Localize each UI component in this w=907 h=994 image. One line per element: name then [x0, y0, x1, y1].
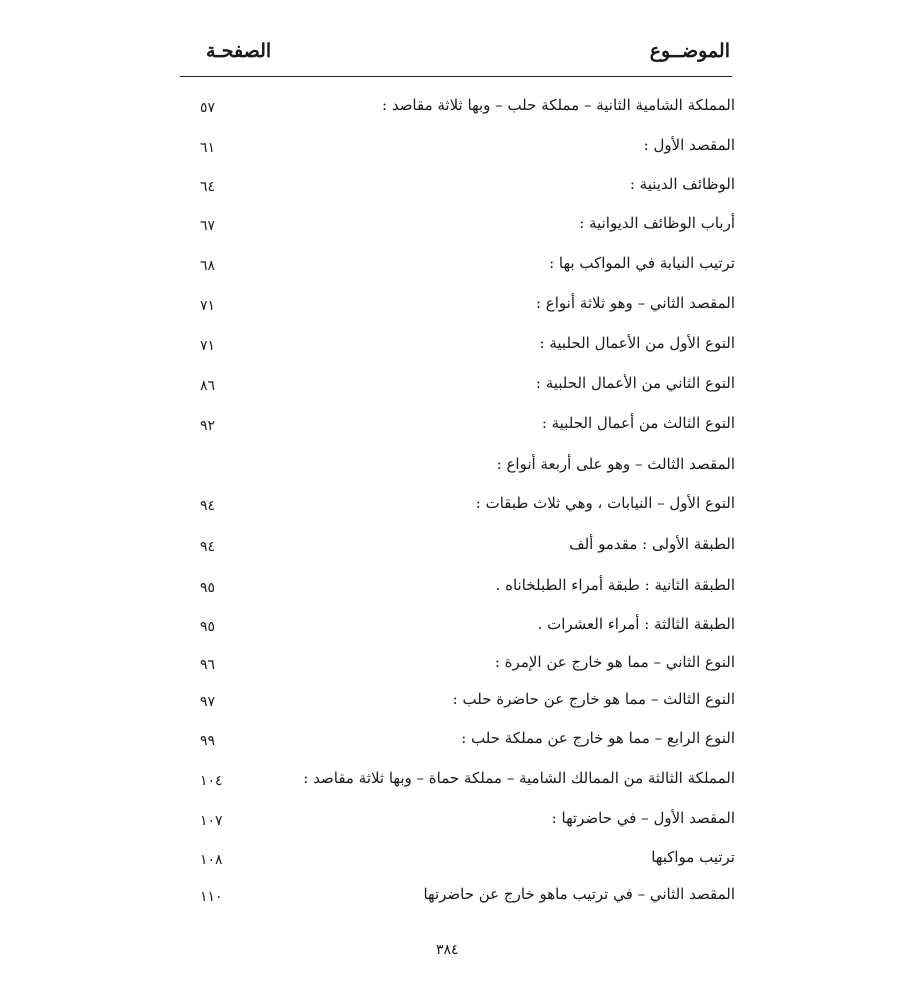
header-divider — [180, 76, 732, 77]
entry-title: النوع الثالث من أعمال الحلبية : — [541, 414, 735, 432]
entry-title: المملكة الثالثة من الممالك الشامية – مملكة حماة – وبها ثلاثة مقاصد : — [303, 769, 735, 787]
entry-page-number: ٩٤ — [200, 539, 216, 555]
list-item — [180, 328, 735, 364]
entry-title: المملكة الشامية الثانية – مملكة حلب – وبها ثلاثة مقاصد : — [382, 96, 735, 114]
entry-page-number: ٩٧ — [200, 694, 216, 710]
list-item — [180, 368, 735, 404]
list-item — [180, 169, 735, 205]
list-item — [180, 90, 735, 126]
list-item — [180, 288, 735, 324]
entry-title: النوع الثالث – مما هو خارج عن حاضرة حلب : — [452, 690, 735, 708]
list-item — [180, 803, 735, 839]
entry-title: المقصد الثاني – وهو ثلاثة أنواع : — [535, 294, 735, 312]
entry-title: المقصد الثالث – وهو على أربعة أنواع : — [496, 455, 735, 473]
entry-page-number: ١٠٨ — [200, 852, 223, 868]
entry-title: ترتيب النيابة في المواكب بها : — [549, 254, 735, 272]
subject-column-heading: الموضــوع — [649, 40, 730, 62]
table-header — [180, 40, 730, 76]
entry-page-number: ٦٧ — [200, 218, 216, 234]
list-item — [180, 684, 735, 720]
entry-title: الطبقة الثالثة : أمراء العشرات . — [537, 615, 735, 633]
entry-title: النوع الثاني من الأعمال الحلبية : — [535, 374, 735, 392]
entry-page-number: ١١٠ — [200, 889, 223, 905]
list-item — [180, 130, 735, 166]
list-item — [180, 879, 735, 915]
page-column-heading: الصفحـة — [206, 40, 272, 62]
entry-title: المقصد الثاني – في ترتيب ماهو خارج عن حاضرتها — [423, 885, 735, 903]
entry-title: ترتيب مواكبها — [651, 848, 735, 866]
list-item — [180, 488, 735, 524]
entry-title: الطبقة الثانية : طبقة أمراء الطبلخاناه . — [495, 576, 735, 594]
entry-page-number: ٧١ — [200, 298, 216, 314]
entry-title: الوظائف الدينية : — [629, 175, 735, 193]
list-item — [180, 408, 735, 444]
list-item — [180, 647, 735, 683]
entry-page-number: ٨٦ — [200, 378, 216, 394]
entry-page-number: ٩٤ — [200, 498, 216, 514]
entry-title: النوع الأول من الأعمال الحلبية : — [539, 334, 735, 352]
entry-page-number: ٩٦ — [200, 657, 216, 673]
entry-page-number: ١٠٧ — [200, 813, 223, 829]
entry-title: المقصد الأول : — [643, 136, 735, 154]
entry-title: النوع الأول – النيابات ، وهي ثلاث طبقات : — [475, 494, 735, 512]
entry-page-number: ٦١ — [200, 140, 216, 156]
entry-title: النوع الرابع – مما هو خارج عن مملكة حلب : — [461, 729, 735, 747]
entry-title: الطبقة الأولى : مقدمو ألف — [569, 535, 735, 553]
list-item — [180, 609, 735, 645]
entry-page-number: ٩٥ — [200, 619, 216, 635]
list-item — [180, 248, 735, 284]
entry-page-number: ٥٧ — [200, 100, 216, 116]
entry-page-number: ٧١ — [200, 338, 216, 354]
entry-page-number: ٦٨ — [200, 258, 216, 274]
entry-page-number: ٩٩ — [200, 733, 216, 749]
entry-page-number: ١٠٤ — [200, 773, 223, 789]
entry-page-number: ٩٥ — [200, 580, 216, 596]
entry-title: النوع الثاني – مما هو خارج عن الإمرة : — [494, 653, 735, 671]
entry-page-number: ٩٢ — [200, 418, 216, 434]
entry-title: المقصد الأول – في حاضرتها : — [551, 809, 735, 827]
list-item — [180, 529, 735, 565]
list-item — [180, 842, 735, 878]
contents-list — [180, 90, 735, 920]
list-item — [180, 763, 735, 799]
entry-page-number: ٦٤ — [200, 179, 216, 195]
list-item — [180, 208, 735, 244]
list-item — [180, 723, 735, 759]
list-item — [180, 449, 735, 485]
page-number: ٣٨٤ — [436, 942, 459, 958]
entry-title: أرباب الوظائف الديوانية : — [579, 214, 735, 232]
list-item — [180, 570, 735, 606]
